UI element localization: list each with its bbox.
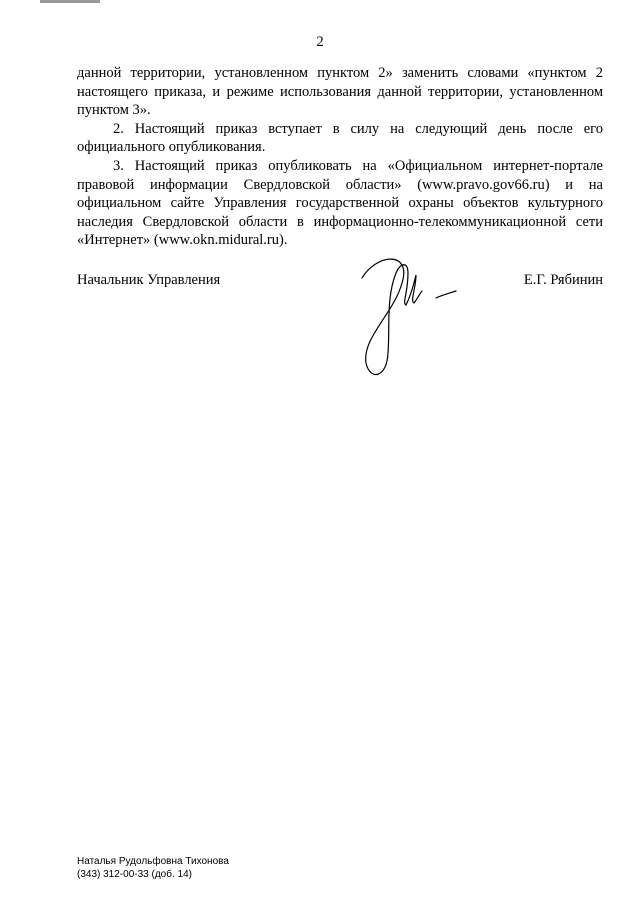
- paragraph-3: 3. Настоящий приказ опубликовать на «Официальном интернет-портале правовой информации Свердловской области» (www.pravo.gov66.ru) и на официальном сайте Управления государственной охраны объектов культурного наследия Свердловской области в информационно-телекоммуникационной сети «Интернет» (www.okn.midural.ru).: [77, 157, 603, 249]
- paragraph-continuation: данной территории, установленном пунктом 2» заменить словами «пунктом 2 настоящего приказа, и режиме использования данной территории, установленном пунктом 3».: [77, 65, 603, 119]
- scan-edge-mark: [40, 0, 100, 3]
- signature-block: [77, 272, 603, 289]
- signatory-position: Начальник Управления: [77, 272, 221, 288]
- document-body: [77, 64, 603, 250]
- signatory-name: Е.Г. Рябинин: [523, 272, 603, 288]
- executor-phone: (343) 312-00-33 (доб. 14): [77, 869, 192, 880]
- page-number: 2: [316, 34, 324, 50]
- handwritten-signature: [342, 243, 462, 383]
- executor-name: Наталья Рудольфовна Тихонова: [77, 856, 229, 867]
- executor-footer: [77, 855, 229, 881]
- paragraph-2: 2. Настоящий приказ вступает в силу на следующий день после его официального опубликования.: [77, 120, 603, 156]
